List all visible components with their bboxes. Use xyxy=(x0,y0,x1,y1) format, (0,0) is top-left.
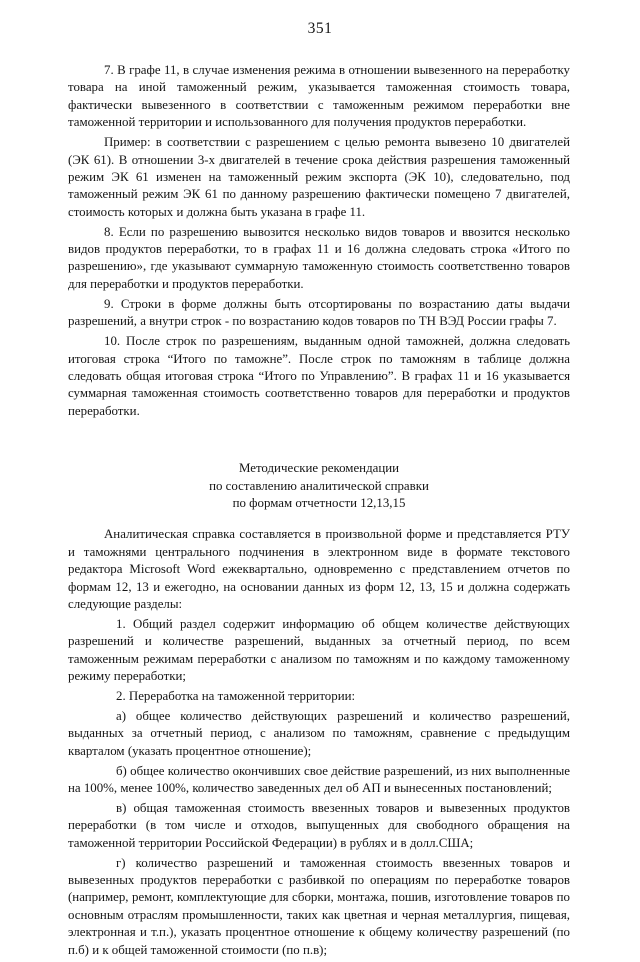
sub-item-g: г) количество разрешений и таможенная стоимость ввезенных товаров и вывезенных продуктов переработки с разбивкой по операциям по переработке товаров (например, ремонт, комплектующие для сборки, монтажа, пошив, изготовление товаров по основным отраслям промышленности, таких как цветная и черная металлургия, пищевая, электронная и т.п.), указать процентное отношение к общему количеству разрешений (по п.б) и к общей таможенной стоимости (по п.в); xyxy=(68,855,570,957)
paragraph-9: 9. Строки в форме должны быть отсортированы по возрастанию даты выдачи разрешений, а внутри строк - по возрастанию кодов товаров по ТН ВЭД России графы 7. xyxy=(68,296,570,329)
sub-item-v: в) общая таможенная стоимость ввезенных товаров и вывезенных продуктов переработки (в том числе и отходов, выпущенных для свободного обращения на таможенной территории Российской Федерации) в рублях и в долл.США; xyxy=(68,800,570,850)
list-item-2: 2. Переработка на таможенной территории: xyxy=(116,689,356,703)
sub-item-a: а) общее количество действующих разрешений и количество разрешений, выданных за отчетный период, с анализом по таможням, сравнение с предыдущим кварталом (указать процентное отношение); xyxy=(68,708,570,758)
paragraph-10: 10. После строк по разрешениям, выданным одной таможней, должна следовать итоговая строка “Итого по таможне”. После строк по таможням в таблице должна следовать общая итоговая строка “Итого по Управлению”. В графах 11 и 16 указывается суммарная таможенная стоимость соответственно товаров для переработки и продуктов переработки. xyxy=(68,334,570,418)
heading-line-3: по формам отчетности 12,13,15 xyxy=(232,495,406,510)
paragraph-example: Пример: в соответствии с разрешением с целью ремонта вывезено 10 двигателей (ЭК 61). В отношении 3-х двигателей в течение срока действия разрешения таможенный режим ЭК 61 изменен на таможенный режим экспорта (ЭК 10), следовательно, под таможенный режим ЭК 61 по данному разрешению фактически помещено 7 двигателей, стоимость которых и должна быть указана в графе 11. xyxy=(68,135,570,219)
list-item-1: 1. Общий раздел содержит информацию об общем количестве действующих разрешений и количестве разрешений, выданных за отчетный период, по всем таможенным режимам переработки с анализом по таможням и по каждому таможенному режиму переработки; xyxy=(68,616,570,684)
heading-line-2: по составлению аналитической справки xyxy=(209,478,429,493)
heading-line-1: Методические рекомендации xyxy=(238,461,400,476)
paragraph-7: 7. В графе 11, в случае изменения режима в отношении вывезенного на переработку товара на иной таможенный режим, указывается таможенная стоимость товара, фактически вывезенного в соответствии с таможенным режимом переработки вне таможенной территории и использованного для получения продуктов переработки. xyxy=(68,63,570,130)
page-number: 351 xyxy=(307,20,333,37)
paragraph-8: 8. Если по разрешению вывозится несколько видов товаров и ввозится несколько видов продуктов переработки, то в графах 11 и 16 должна следовать строка «Итого по разрешению», где указывают суммарную таможенную стоимость соответственно товаров для переработки и продуктов переработки. xyxy=(68,224,570,291)
document-body xyxy=(68,62,570,962)
section-heading xyxy=(68,460,570,512)
paragraph-intro: Аналитическая справка составляется в произвольной форме и представляется РТУ и таможнями центрального подчинения в электронном виде в формате текстового редактора Microsoft Word ежеквартально, одновременно с представлением отчетов по формам 12, 13 и ежегодно, на основании данных из форм 12, 13, 15 и должна содержать следующие разделы: xyxy=(68,527,570,611)
sub-item-b: б) общее количество окончивших свое действие разрешений, из них выполненные на 100%, менее 100%, количество заведенных дел об АП и вынесенных постановлений; xyxy=(68,763,570,796)
